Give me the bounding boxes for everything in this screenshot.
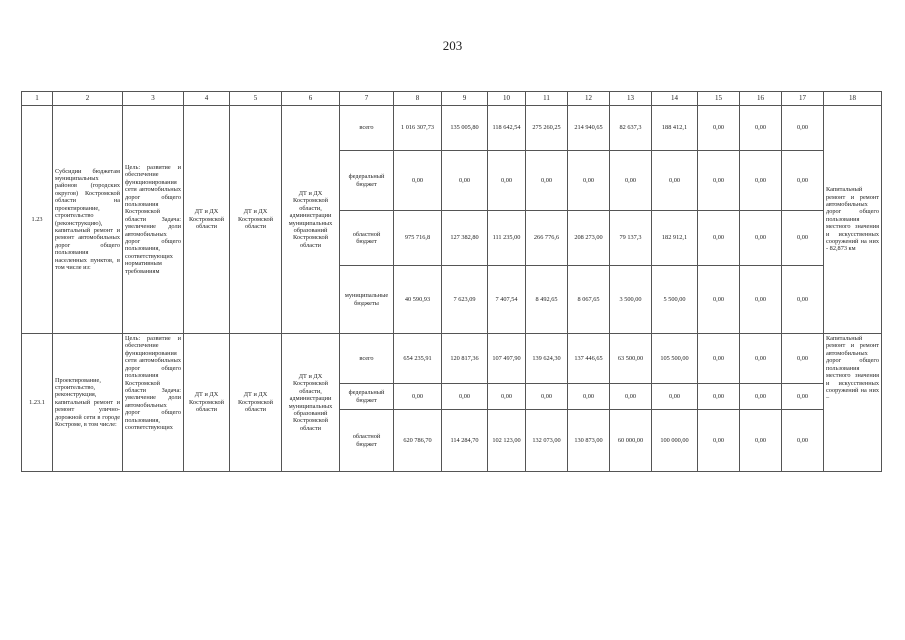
value-cell: 0,00 — [488, 151, 526, 211]
value-cell: 0,00 — [698, 384, 740, 410]
value-cell: 102 123,00 — [488, 410, 526, 472]
value-cell: 0,00 — [442, 384, 488, 410]
value-cell: 137 446,65 — [568, 334, 610, 384]
funding-source: федеральный бюджет — [340, 384, 394, 410]
funding-source: всего — [340, 106, 394, 151]
col-header: 13 — [610, 92, 652, 106]
value-cell: 0,00 — [394, 151, 442, 211]
expected-result: Капитальный ремонт и ремонт автомобильных дорог общего пользования местного значения и искусственных сооружений на них – — [824, 334, 882, 472]
value-cell: 105 500,00 — [652, 334, 698, 384]
value-cell: 0,00 — [610, 384, 652, 410]
value-cell: 0,00 — [782, 106, 824, 151]
value-cell: 0,00 — [740, 151, 782, 211]
value-cell: 111 235,00 — [488, 211, 526, 266]
value-cell: 130 873,00 — [568, 410, 610, 472]
value-cell: 1 016 307,73 — [394, 106, 442, 151]
col-header: 7 — [340, 92, 394, 106]
value-cell: 0,00 — [698, 106, 740, 151]
measure-name: Проектирование, строительство, реконструкция, капитальный ремонт и ремонт улично-дорожной сети в городе Костроме, в том числе: — [53, 334, 123, 472]
value-cell: 135 005,80 — [442, 106, 488, 151]
customer: ДТ и ДХ Костромской области — [230, 334, 282, 472]
value-cell: 79 137,3 — [610, 211, 652, 266]
funding-source: всего — [340, 334, 394, 384]
col-header: 17 — [782, 92, 824, 106]
table-row — [22, 106, 882, 151]
funding-source: областной бюджет — [340, 211, 394, 266]
col-header: 15 — [698, 92, 740, 106]
col-header: 10 — [488, 92, 526, 106]
value-cell: 975 716,8 — [394, 211, 442, 266]
value-cell: 114 284,70 — [442, 410, 488, 472]
customer: ДТ и ДХ Костромской области — [230, 106, 282, 334]
value-cell: 0,00 — [782, 410, 824, 472]
col-header: 4 — [184, 92, 230, 106]
value-cell: 0,00 — [526, 151, 568, 211]
value-cell: 8 067,65 — [568, 266, 610, 334]
value-cell: 208 273,00 — [568, 211, 610, 266]
header-row — [22, 92, 882, 106]
value-cell: 214 940,65 — [568, 106, 610, 151]
value-cell: 0,00 — [610, 151, 652, 211]
value-cell: 182 912,1 — [652, 211, 698, 266]
value-cell: 0,00 — [782, 384, 824, 410]
value-cell: 0,00 — [526, 384, 568, 410]
value-cell: 100 000,00 — [652, 410, 698, 472]
program-table — [21, 91, 882, 472]
responsible: ДТ и ДХ Костромской области — [184, 106, 230, 334]
value-cell: 40 590,93 — [394, 266, 442, 334]
value-cell: 0,00 — [652, 151, 698, 211]
value-cell: 0,00 — [652, 384, 698, 410]
value-cell: 127 382,80 — [442, 211, 488, 266]
executor: ДТ и ДХ Костромской области, администрации муниципальных образований Костромской области — [282, 106, 340, 334]
value-cell: 132 073,00 — [526, 410, 568, 472]
value-cell: 0,00 — [782, 334, 824, 384]
value-cell: 188 412,1 — [652, 106, 698, 151]
value-cell: 0,00 — [740, 410, 782, 472]
value-cell: 7 623,09 — [442, 266, 488, 334]
goal-text: Цель: развитие и обеспечение функционирования сети автомобильных дорог общего пользования Костромской области Задача: увеличение доли автомобильных дорог общего пользования, соответствующих — [123, 334, 184, 472]
table-row — [22, 334, 882, 384]
value-cell: 0,00 — [740, 211, 782, 266]
value-cell: 107 497,90 — [488, 334, 526, 384]
col-header: 12 — [568, 92, 610, 106]
value-cell: 0,00 — [698, 211, 740, 266]
value-cell: 266 776,6 — [526, 211, 568, 266]
value-cell: 275 260,25 — [526, 106, 568, 151]
expected-result: Капитальный ремонт и ремонт автомобильных дорог общего пользования местного значения и искусственных сооружений на них - 82,873 км — [824, 106, 882, 334]
funding-source: федеральный бюджет — [340, 151, 394, 211]
col-header: 16 — [740, 92, 782, 106]
col-header: 5 — [230, 92, 282, 106]
measure-name: Субсидии бюджетам муниципальных районов (городских округов) Костромской области на проектирование, строительство (реконструкцию), капитальный ремонт и ремонт автомобильных дорог общего пользования населенных пунктов, в том числе из: — [53, 106, 123, 334]
col-header: 8 — [394, 92, 442, 106]
row-code: 1.23 — [22, 106, 53, 334]
value-cell: 620 786,70 — [394, 410, 442, 472]
col-header: 1 — [22, 92, 53, 106]
goal-text: Цель: развитие и обеспечение функционирования сети автомобильных дорог общего пользования Костромской области Задача: увеличение доли автомобильных дорог общего пользования, соответствующих нормативным требованиям — [123, 106, 184, 334]
value-cell: 0,00 — [740, 106, 782, 151]
value-cell: 0,00 — [698, 334, 740, 384]
value-cell: 139 624,30 — [526, 334, 568, 384]
value-cell: 0,00 — [568, 384, 610, 410]
value-cell: 120 817,36 — [442, 334, 488, 384]
value-cell: 0,00 — [488, 384, 526, 410]
col-header: 11 — [526, 92, 568, 106]
page-number: 203 — [442, 38, 463, 53]
funding-source: областной бюджет — [340, 410, 394, 472]
value-cell: 0,00 — [782, 211, 824, 266]
value-cell: 0,00 — [740, 384, 782, 410]
value-cell: 0,00 — [698, 266, 740, 334]
funding-source: муниципальные бюджеты — [340, 266, 394, 334]
value-cell: 8 492,65 — [526, 266, 568, 334]
value-cell: 7 407,54 — [488, 266, 526, 334]
executor: ДТ и ДХ Костромской области, администрации муниципальных образований Костромской области — [282, 334, 340, 472]
value-cell: 0,00 — [782, 266, 824, 334]
row-code: 1.23.1 — [22, 334, 53, 472]
value-cell: 63 500,00 — [610, 334, 652, 384]
responsible: ДТ и ДХ Костромской области — [184, 334, 230, 472]
col-header: 3 — [123, 92, 184, 106]
value-cell: 0,00 — [740, 266, 782, 334]
value-cell: 0,00 — [740, 334, 782, 384]
col-header: 6 — [282, 92, 340, 106]
value-cell: 0,00 — [782, 151, 824, 211]
value-cell: 5 500,00 — [652, 266, 698, 334]
col-header: 2 — [53, 92, 123, 106]
value-cell: 0,00 — [568, 151, 610, 211]
value-cell: 60 000,00 — [610, 410, 652, 472]
col-header: 14 — [652, 92, 698, 106]
col-header: 9 — [442, 92, 488, 106]
value-cell: 0,00 — [698, 410, 740, 472]
value-cell: 0,00 — [394, 384, 442, 410]
value-cell: 82 637,3 — [610, 106, 652, 151]
value-cell: 118 642,54 — [488, 106, 526, 151]
value-cell: 654 235,91 — [394, 334, 442, 384]
value-cell: 0,00 — [698, 151, 740, 211]
value-cell: 0,00 — [442, 151, 488, 211]
value-cell: 3 500,00 — [610, 266, 652, 334]
col-header: 18 — [824, 92, 882, 106]
